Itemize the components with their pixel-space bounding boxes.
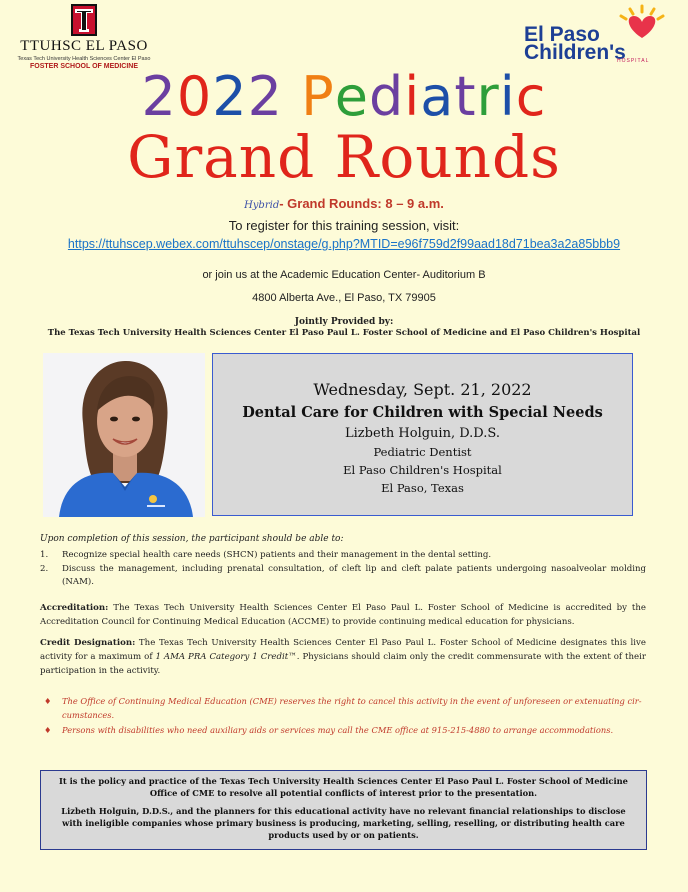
objective-item — [40, 549, 646, 562]
ttuhsc-subtitle: Texas Tech University Health Sciences Center El Paso — [17, 56, 151, 62]
accreditation-text: The Texas Tech University Health Sciences Center El Paso Paul L. Foster School of Medicine is accredited by the Accreditation Council for Continuing Medical Education (ACCME) to provide continuing medical education for physicians. — [40, 603, 646, 627]
providers-text: The Texas Tech University Health Sciences Center El Paso Paul L. Foster School of Medicine and El Paso Children's Hospital — [47, 328, 641, 338]
objective-text: Discuss the management, including prenatal consultation, of cleft lip and cleft palate patients undergoing nasoalveolar molding (NAM). — [62, 564, 646, 587]
presenter-name: Lizbeth Holguin, D.D.S. — [345, 426, 500, 441]
registration-link[interactable]: https://ttuhscep.webex.com/ttuhscep/onstage/g.php?MTID=e96f759d2f99aad18d71bea3a2a85bbb9 — [67, 237, 621, 251]
policy-paragraph-2: Lizbeth Holguin, D.D.S., and the planners for this educational activity have no relevant financial relationships to disclose with ineligible companies whose primary business is producing, marketing, selling, reselling, or distributing health care products used by or on patients. — [61, 806, 626, 840]
speaker-photo — [43, 353, 205, 517]
title-letter — [283, 64, 301, 130]
title-letter: 2 — [212, 65, 248, 128]
credit-text-a: The Texas Tech University Health Sciences Center El Paso Paul L. Foster School of Medicine designates this live activity for a maximum of — [40, 638, 646, 662]
presenter-org: El Paso Children's Hospital — [343, 463, 502, 477]
objective-number: 1. — [40, 550, 49, 560]
jointly-provided-label: Jointly Provided by: — [294, 317, 394, 327]
venue-text: or join us at the Academic Education Center- Auditorium B — [202, 269, 486, 281]
ttuhsc-logo — [14, 4, 154, 70]
title-letter: 0 — [176, 65, 213, 128]
address-text: 4800 Alberta Ave., El Paso, TX 79905 — [252, 292, 436, 304]
ttuhsc-school: FOSTER SCHOOL OF MEDICINE — [30, 63, 138, 70]
session-info-box — [212, 353, 633, 516]
accreditation-statement — [40, 601, 646, 629]
title-letter: i — [499, 65, 516, 128]
time-text: - Grand Rounds: 8 – 9 a.m. — [279, 196, 444, 211]
title-letter: 2 — [141, 65, 177, 128]
heart-sun-icon — [612, 2, 672, 44]
ttuhsc-name: TTUHSC EL PASO — [20, 38, 148, 54]
hybrid-label: Hybrid — [244, 200, 280, 211]
objective-number: 2. — [40, 564, 49, 574]
diamond-bullet-icon: ♦ — [44, 725, 52, 735]
objective-text: Recognize special health care needs (SHCN) patients and their management in the dental setting. — [62, 550, 492, 560]
notice-text: The Office of Continuing Medical Education (CME) reserves the right to cancel this activity in the event of unforeseen or extenuating cir-cumstances. — [62, 696, 642, 720]
title-grand-rounds: Grand Rounds — [127, 123, 561, 191]
title-letter: i — [404, 65, 421, 128]
title-letter: d — [368, 65, 405, 128]
presenter-location: El Paso, Texas — [381, 481, 464, 495]
title-letter: t — [454, 65, 477, 128]
title-letter: e — [334, 65, 369, 128]
cme-policy-box — [40, 770, 647, 850]
presenter-role: Pediatric Dentist — [373, 445, 472, 459]
notice-item — [44, 694, 644, 722]
notice-item — [44, 723, 644, 737]
objective-item — [40, 563, 646, 589]
session-time — [0, 196, 688, 211]
title-letter: 2 — [247, 65, 283, 128]
epch-line1: El Paso — [524, 23, 600, 46]
credit-label: Credit Designation: — [40, 638, 136, 648]
double-t-icon — [71, 4, 97, 36]
title-letter: r — [476, 65, 500, 128]
title-year-pediatric — [0, 64, 688, 130]
accreditation-label: Accreditation: — [40, 603, 109, 613]
credit-designation — [40, 636, 646, 678]
title-letter: a — [420, 65, 455, 128]
session-topic: Dental Care for Children with Special Needs — [242, 404, 603, 421]
notice-text: Persons with disabilities who need auxiliary aids or services may call the CME office at 915-215-4880 to arrange accommodations. — [62, 725, 614, 735]
credit-text-b: . Physicians should claim only the credit commensurate with the extent of their participation in the activity. — [40, 652, 646, 676]
diamond-bullet-icon: ♦ — [44, 696, 52, 706]
epch-logo — [522, 2, 682, 64]
epch-line3: HOSPITAL — [617, 58, 650, 64]
title-letter: c — [515, 65, 547, 128]
session-date: Wednesday, Sept. 21, 2022 — [313, 380, 532, 399]
title-letter: P — [301, 65, 335, 128]
epch-line2: Children's — [524, 41, 626, 64]
policy-paragraph-1: It is the policy and practice of the Texas Tech University Health Sciences Center El Paso Paul L. Foster School of Medicine Office of CME to resolve all potential conflicts of interest prior to the presentation. — [59, 776, 628, 798]
register-text: To register for this training session, visit: — [228, 218, 460, 233]
credit-italic: 1 AMA PRA Category 1 Credit™ — [155, 652, 297, 662]
objectives-intro: Upon completion of this session, the participant should be able to: — [40, 534, 344, 544]
